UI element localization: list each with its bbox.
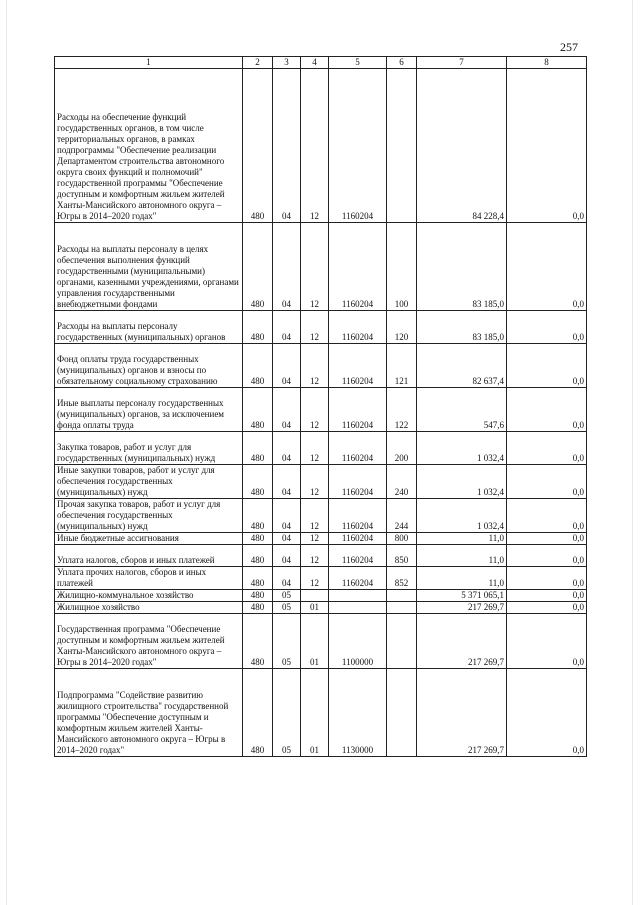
- header-cell: 1: [55, 57, 243, 69]
- scan-edge-left: [6, 0, 7, 905]
- cell-amount: 11,0: [417, 533, 507, 545]
- cell-expense-type: 121: [387, 344, 417, 388]
- row-description: Расходы на выплаты персоналу государственных (муниципальных) органов: [55, 311, 243, 344]
- cell-amount-change: 0,0: [507, 344, 587, 388]
- cell-subsection: [301, 590, 329, 602]
- table-row: [55, 344, 587, 388]
- cell-expense-type: [387, 669, 417, 757]
- row-description: Фонд оплаты труда государственных (муниципальных) органов и взносы по обязательному социальному страхованию: [55, 344, 243, 388]
- table-row: [55, 669, 587, 757]
- row-description: Уплата налогов, сборов и иных платежей: [55, 545, 243, 567]
- table-row: [55, 567, 587, 590]
- table-row: [55, 223, 587, 311]
- cell-subsection: 01: [301, 602, 329, 614]
- cell-section: 05: [273, 590, 301, 602]
- cell-amount: 84 228,4: [417, 69, 507, 223]
- cell-amount: 5 371 065,1: [417, 590, 507, 602]
- cell-amount: 83 185,0: [417, 223, 507, 311]
- budget-table: [54, 56, 587, 757]
- cell-subsection: 01: [301, 669, 329, 757]
- cell-section: 04: [273, 567, 301, 590]
- cell-amount: 11,0: [417, 545, 507, 567]
- cell-section: 04: [273, 311, 301, 344]
- cell-expense-type: 244: [387, 499, 417, 533]
- cell-section: 05: [273, 602, 301, 614]
- cell-amount: 82 637,4: [417, 344, 507, 388]
- cell-ministry: 480: [243, 465, 273, 499]
- table-row: [55, 465, 587, 499]
- cell-subsection: 12: [301, 69, 329, 223]
- header-cell: 5: [329, 57, 387, 69]
- table-row: [55, 545, 587, 567]
- header-cell: 7: [417, 57, 507, 69]
- cell-target-article: 1130000: [329, 669, 387, 757]
- row-description: Государственная программа "Обеспечение доступным и комфортным жильем жителей Ханты-Мансийского автономного округа – Югры в 2014–2020 годах": [55, 614, 243, 669]
- cell-expense-type: [387, 590, 417, 602]
- cell-target-article: 1160204: [329, 311, 387, 344]
- row-description: Жилищно-коммунальное хозяйство: [55, 590, 243, 602]
- cell-amount: 1 032,4: [417, 432, 507, 465]
- table-row: [55, 311, 587, 344]
- table-row: [55, 614, 587, 669]
- cell-subsection: 12: [301, 432, 329, 465]
- header-cell: 6: [387, 57, 417, 69]
- cell-ministry: 480: [243, 602, 273, 614]
- cell-section: 04: [273, 465, 301, 499]
- row-description: Иные выплаты персоналу государственных (муниципальных) органов, за исключением фонда оплаты труда: [55, 388, 243, 432]
- cell-ministry: 480: [243, 499, 273, 533]
- cell-amount: 83 185,0: [417, 311, 507, 344]
- cell-amount-change: 0,0: [507, 311, 587, 344]
- row-description: Иные бюджетные ассигнования: [55, 533, 243, 545]
- cell-target-article: 1160204: [329, 223, 387, 311]
- header-cell: 8: [507, 57, 587, 69]
- cell-section: 04: [273, 388, 301, 432]
- cell-amount-change: 0,0: [507, 69, 587, 223]
- row-description: Расходы на выплаты персоналу в целях обеспечения выполнения функций государственными (муниципальными) органами, казенными учреждениями, органами управления государственными внебюджетными фондами: [55, 223, 243, 311]
- cell-expense-type: 800: [387, 533, 417, 545]
- cell-subsection: 12: [301, 344, 329, 388]
- cell-ministry: 480: [243, 545, 273, 567]
- cell-ministry: 480: [243, 69, 273, 223]
- cell-ministry: 480: [243, 311, 273, 344]
- cell-ministry: 480: [243, 567, 273, 590]
- cell-expense-type: 240: [387, 465, 417, 499]
- table-row: [55, 388, 587, 432]
- cell-ministry: 480: [243, 533, 273, 545]
- cell-target-article: 1160204: [329, 344, 387, 388]
- cell-amount: 1 032,4: [417, 465, 507, 499]
- cell-target-article: [329, 602, 387, 614]
- cell-subsection: 12: [301, 311, 329, 344]
- cell-section: 04: [273, 499, 301, 533]
- cell-target-article: 1160204: [329, 388, 387, 432]
- cell-ministry: 480: [243, 223, 273, 311]
- cell-amount-change: 0,0: [507, 432, 587, 465]
- row-description: Закупка товаров, работ и услуг для государственных (муниципальных) нужд: [55, 432, 243, 465]
- cell-target-article: 1160204: [329, 465, 387, 499]
- cell-amount: 217 269,7: [417, 669, 507, 757]
- cell-amount-change: 0,0: [507, 602, 587, 614]
- cell-expense-type: [387, 69, 417, 223]
- cell-subsection: 12: [301, 545, 329, 567]
- header-cell: 3: [273, 57, 301, 69]
- cell-amount-change: 0,0: [507, 388, 587, 432]
- cell-amount: 217 269,7: [417, 602, 507, 614]
- header-cell: 2: [243, 57, 273, 69]
- table-row: [55, 590, 587, 602]
- table-row: [55, 499, 587, 533]
- cell-amount-change: 0,0: [507, 567, 587, 590]
- table-row: [55, 432, 587, 465]
- cell-target-article: 1160204: [329, 545, 387, 567]
- cell-amount-change: 0,0: [507, 545, 587, 567]
- row-description: Жилищное хозяйство: [55, 602, 243, 614]
- cell-expense-type: 120: [387, 311, 417, 344]
- cell-target-article: [329, 590, 387, 602]
- cell-subsection: 12: [301, 388, 329, 432]
- cell-ministry: 480: [243, 344, 273, 388]
- cell-expense-type: 850: [387, 545, 417, 567]
- cell-subsection: 12: [301, 223, 329, 311]
- cell-expense-type: [387, 614, 417, 669]
- cell-subsection: 12: [301, 465, 329, 499]
- cell-target-article: 1160204: [329, 533, 387, 545]
- cell-amount-change: 0,0: [507, 669, 587, 757]
- cell-subsection: 12: [301, 533, 329, 545]
- cell-ministry: 480: [243, 669, 273, 757]
- cell-target-article: 1160204: [329, 499, 387, 533]
- cell-amount-change: 0,0: [507, 465, 587, 499]
- cell-expense-type: 200: [387, 432, 417, 465]
- cell-section: 04: [273, 533, 301, 545]
- cell-amount-change: 0,0: [507, 614, 587, 669]
- row-description: Подпрограмма "Содействие развитию жилищного строительства" государственной программы "Обеспечение доступным и комфортным жильем жителей Ханты-Мансийского автономного округа – Югры в 2014–2020 годах": [55, 669, 243, 757]
- cell-section: 05: [273, 614, 301, 669]
- table-row: [55, 533, 587, 545]
- cell-amount: 547,6: [417, 388, 507, 432]
- row-description: Иные закупки товаров, работ и услуг для обеспечения государственных (муниципальных) нужд: [55, 465, 243, 499]
- cell-amount-change: 0,0: [507, 533, 587, 545]
- cell-ministry: 480: [243, 432, 273, 465]
- cell-ministry: 480: [243, 388, 273, 432]
- cell-section: 04: [273, 344, 301, 388]
- cell-ministry: 480: [243, 614, 273, 669]
- row-description: Прочая закупка товаров, работ и услуг для обеспечения государственных (муниципальных) нужд: [55, 499, 243, 533]
- header-cell: 4: [301, 57, 329, 69]
- cell-amount-change: 0,0: [507, 499, 587, 533]
- cell-section: 04: [273, 545, 301, 567]
- cell-amount-change: 0,0: [507, 590, 587, 602]
- cell-subsection: 12: [301, 499, 329, 533]
- cell-section: 04: [273, 432, 301, 465]
- table-row: [55, 602, 587, 614]
- cell-target-article: 1160204: [329, 69, 387, 223]
- cell-expense-type: [387, 602, 417, 614]
- cell-section: 04: [273, 223, 301, 311]
- cell-amount-change: 0,0: [507, 223, 587, 311]
- cell-section: 04: [273, 69, 301, 223]
- table-row: [55, 69, 587, 223]
- cell-ministry: 480: [243, 590, 273, 602]
- cell-target-article: 1160204: [329, 567, 387, 590]
- cell-expense-type: 100: [387, 223, 417, 311]
- cell-expense-type: 122: [387, 388, 417, 432]
- cell-subsection: 12: [301, 567, 329, 590]
- cell-amount: 1 032,4: [417, 499, 507, 533]
- cell-subsection: 01: [301, 614, 329, 669]
- scan-edge-right: [632, 0, 633, 905]
- row-description: Уплата прочих налогов, сборов и иных платежей: [55, 567, 243, 590]
- cell-amount: 11,0: [417, 567, 507, 590]
- cell-expense-type: 852: [387, 567, 417, 590]
- page-number: 257: [560, 40, 578, 54]
- cell-target-article: 1100000: [329, 614, 387, 669]
- row-description: Расходы на обеспечение функций государственных органов, в том числе территориальных органов, в рамках подпрограммы "Обеспечение реализации Департаментом строительства автономного округа своих функций и полномочий" государственной программы "Обеспечение доступным и комфортным жильем жителей Ханты-Мансийского автономного округа – Югры в 2014–2020 годах": [55, 69, 243, 223]
- cell-section: 05: [273, 669, 301, 757]
- cell-amount: 217 269,7: [417, 614, 507, 669]
- cell-target-article: 1160204: [329, 432, 387, 465]
- header-row: [55, 57, 587, 69]
